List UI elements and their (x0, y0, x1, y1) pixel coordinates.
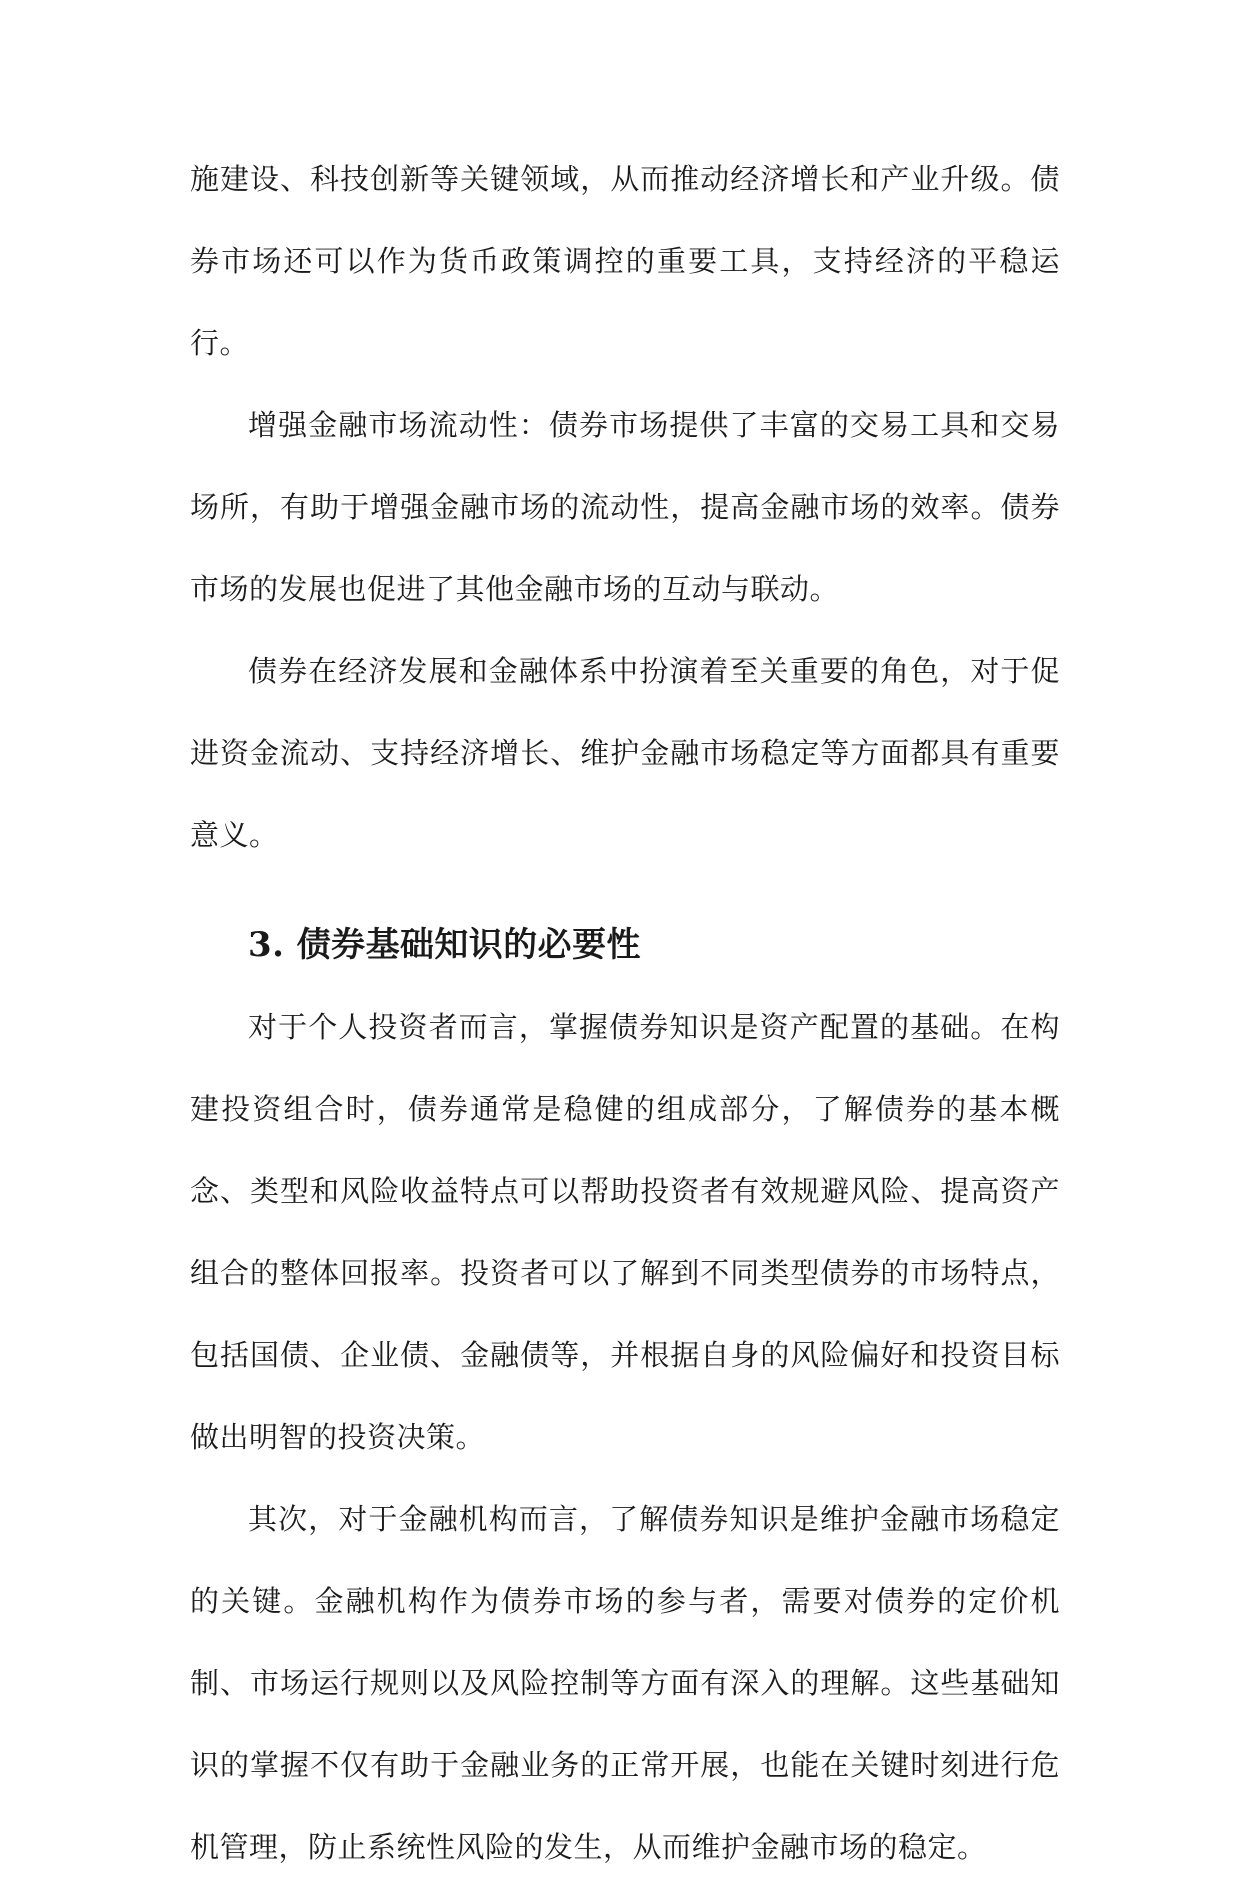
paragraph-market-liquidity: 增强金融市场流动性：债券市场提供了丰富的交易工具和交易场所，有助于增强金融市场的流动性，提高金融市场的效率。债券市场的发展也促进了其他金融市场的互动与联动。 (190, 408, 1060, 606)
section-heading: 3. 债券基础知识的必要性 (248, 925, 641, 965)
paragraph-individual-investors: 对于个人投资者而言，掌握债券知识是资产配置的基础。在构建投资组合时，债券通常是稳健的组成部分，了解债券的基本概念、类型和风险收益特点可以帮助投资者有效规避风险、提高资产组合的整体回报率。投资者可以了解到不同类型债券的市场特点，包括国债、企业债、金融债等，并根据自身的风险偏好和投资目标做出明智的投资决策。 (190, 1010, 1060, 1454)
paragraph-continuation: 施建设、科技创新等关键领域，从而推动经济增长和产业升级。债券市场还可以作为货币政策调控的重要工具，支持经济的平稳运行。 (190, 162, 1060, 360)
paragraph-financial-institutions: 其次，对于金融机构而言，了解债券知识是维护金融市场稳定的关键。金融机构作为债券市场的参与者，需要对债券的定价机制、市场运行规则以及风险控制等方面有深入的理解。这些基础知识的掌握不仅有助于金融业务的正常开展，也能在关键时刻进行危机管理，防止系统性风险的发生，从而维护金融市场的稳定。 (190, 1502, 1060, 1864)
paragraph-bond-role: 债券在经济发展和金融体系中扮演着至关重要的角色，对于促进资金流动、支持经济增长、维护金融市场稳定等方面都具有重要意义。 (190, 654, 1060, 852)
document-body (190, 138, 1060, 1888)
